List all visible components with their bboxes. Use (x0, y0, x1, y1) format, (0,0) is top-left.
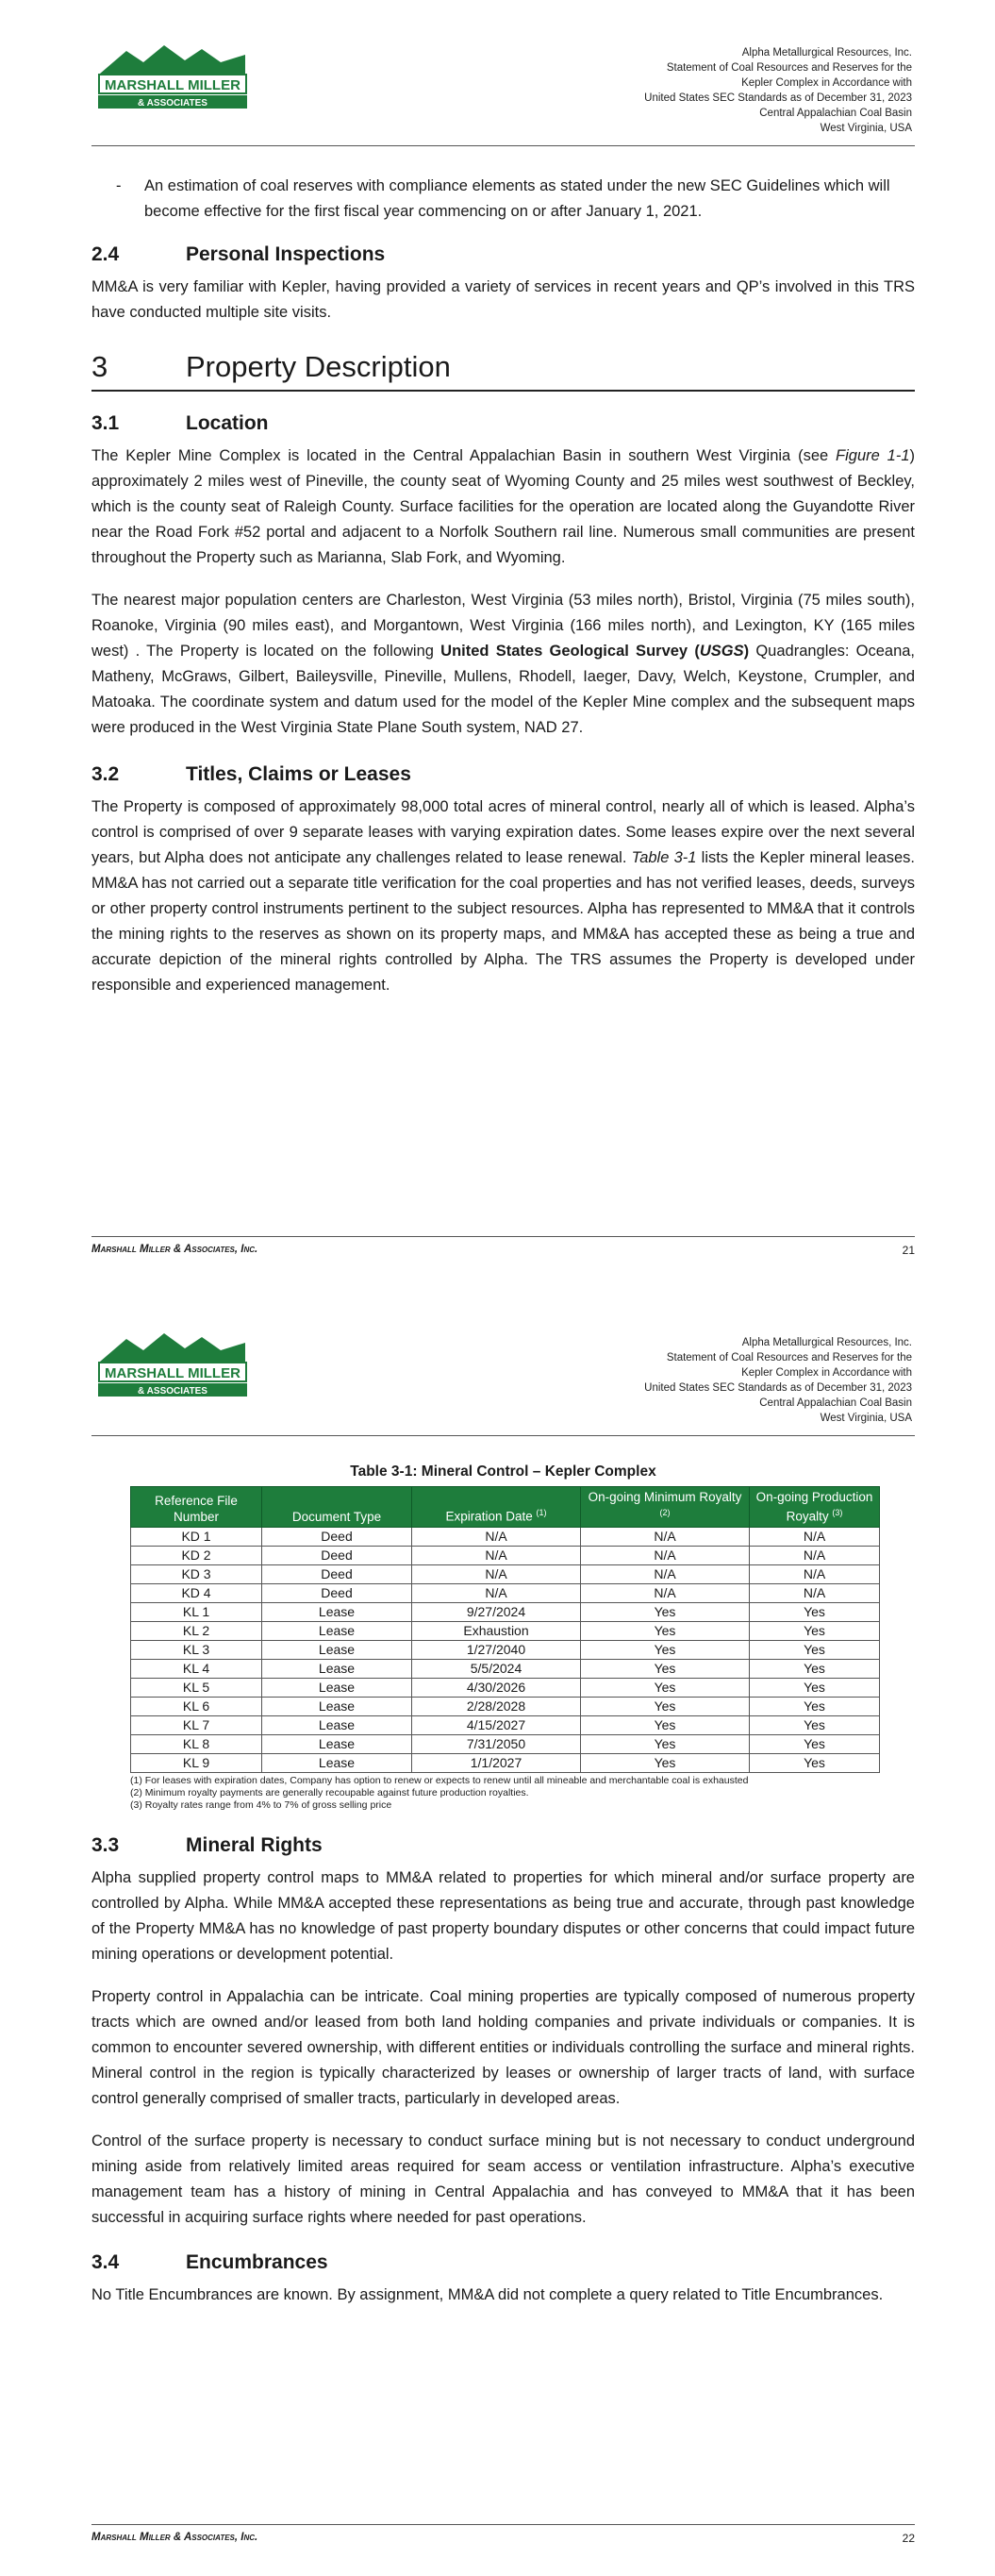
page2-body (91, 1464, 915, 2308)
page-number: 21 (902, 1244, 915, 1257)
table-cell: 1/1/2027 (412, 1753, 581, 1772)
header-divider (91, 145, 915, 146)
header-line: Kepler Complex in Accordance with (741, 1367, 912, 1379)
header-line: Central Appalachian Coal Basin (759, 1397, 912, 1409)
section-title: Mineral Rights (186, 1833, 323, 1856)
table-cell: Yes (750, 1715, 880, 1734)
table-cell: KL 2 (131, 1621, 262, 1640)
table-header-row (131, 1487, 880, 1528)
table-cell: Lease (262, 1621, 412, 1640)
table-cell: KL 6 (131, 1697, 262, 1715)
table-cell: Yes (750, 1753, 880, 1772)
table-cell: Lease (262, 1697, 412, 1715)
header-line: United States SEC Standards as of December 31, 2023 (644, 1382, 912, 1394)
table-cell: Lease (262, 1640, 412, 1659)
header-line: Central Appalachian Coal Basin (759, 108, 912, 119)
table-cell: KL 9 (131, 1753, 262, 1772)
table-row (131, 1659, 880, 1678)
chapter-title: Property Description (186, 350, 451, 383)
table-notes (130, 1775, 915, 1812)
table-cell: Yes (750, 1621, 880, 1640)
section-heading-3-2 (91, 761, 915, 788)
table-cell: 7/31/2050 (412, 1734, 581, 1753)
footer-firm: Marshall Miller & Associates, Inc. (91, 1244, 258, 1255)
chapter-number: 3 (91, 350, 108, 383)
header-line: West Virginia, USA (820, 1413, 912, 1424)
table-body (131, 1527, 880, 1772)
header-line: Alpha Metallurgical Resources, Inc. (741, 1337, 912, 1348)
table-cell: KL 5 (131, 1678, 262, 1697)
section-heading-3-1 (91, 410, 915, 437)
table-cell: Lease (262, 1602, 412, 1621)
table-cell: KL 4 (131, 1659, 262, 1678)
page-header (644, 1335, 912, 1426)
table-cell: Yes (750, 1678, 880, 1697)
table-row (131, 1602, 880, 1621)
chapter-heading-3 (91, 348, 915, 392)
table-cell: KD 3 (131, 1564, 262, 1583)
table-cell: 9/27/2024 (412, 1602, 581, 1621)
table-row (131, 1678, 880, 1697)
table-cell: Yes (581, 1715, 750, 1734)
header-divider (91, 1435, 915, 1436)
section-title: Location (186, 412, 269, 434)
table-cell: N/A (581, 1546, 750, 1564)
table-cell: Deed (262, 1527, 412, 1546)
header-line: Kepler Complex in Accordance with (741, 77, 912, 89)
section-heading-2-4 (91, 242, 915, 268)
table-title: Table 3-1: Mineral Control – Kepler Complex (350, 1464, 656, 1480)
paragraph: Control of the surface property is necessary to conduct surface mining but is not necessary to conduct underground mining aside from relatively limited areas required for seam access or ventilation infrastructure. Alpha’s executive management team has a history of mining in Central Appalachia and has conveyed to MM&A that it has been successful in acquiring surface rights where needed for past operations. (91, 2132, 915, 2226)
header-line: West Virginia, USA (820, 123, 912, 134)
table-cell: N/A (412, 1527, 581, 1546)
table-cell: Yes (750, 1734, 880, 1753)
paragraph: The Property is composed of approximately 98,000 total acres of mineral control, nearly all of which is leased. Alpha’s control is comprised of over 9 separate leases with varying expiration dates. Some leases expire over the next several years, but Alpha does not anticipate any challenges related to lease renewal. Table 3-1 lists the Kepler mineral leases. MM&A has not carried out a separate title verification for the coal properties and has not verified leases, deeds, surveys or other property control instruments pertinent to the subject resources. Alpha has represented to MM&A that it controls the mining rights to the reserves as shown on its property maps, and MM&A has accepted these as being a true and accurate depiction of the mineral rights controlled by Alpha. The TRS assumes the Property is developed under responsible and experienced management. (91, 798, 915, 994)
bullet-dash: - (116, 177, 122, 194)
table-cell: Deed (262, 1546, 412, 1564)
table-cell: KD 2 (131, 1546, 262, 1564)
table-cell: Yes (581, 1621, 750, 1640)
table-cell: N/A (581, 1564, 750, 1583)
logo-text-main: MARSHALL MILLER (105, 77, 240, 93)
footer-divider (91, 1236, 915, 1237)
table-cell: Yes (750, 1640, 880, 1659)
table-cell: KL 1 (131, 1602, 262, 1621)
table-cell: N/A (750, 1527, 880, 1546)
column-header: Expiration Date $^{(1)}$ (412, 1487, 581, 1528)
table-cell: 1/27/2040 (412, 1640, 581, 1659)
column-header: Document Type (262, 1487, 412, 1528)
table-cell: N/A (412, 1546, 581, 1564)
section-number: 3.4 (91, 2250, 120, 2273)
table-note: (3) Royalty rates range from 4% to 7% of gross selling price (130, 1798, 392, 1811)
paragraph: MM&A is very familiar with Kepler, having provided a variety of services in recent years and QP’s involved in this TRS have conducted multiple site visits. (91, 278, 915, 321)
table-cell: Lease (262, 1753, 412, 1772)
footer-divider (91, 2524, 915, 2525)
table-cell: Yes (581, 1640, 750, 1659)
table-row (131, 1621, 880, 1640)
table-cell: Exhaustion (412, 1621, 581, 1640)
table-note: (2) Minimum royalty payments are generally recoupable against future production royalties. (130, 1786, 529, 1798)
page1-body (91, 174, 915, 998)
table-cell: KD 4 (131, 1583, 262, 1602)
column-header: Reference File Number (131, 1487, 262, 1528)
table-cell: Yes (581, 1678, 750, 1697)
table-cell: N/A (412, 1583, 581, 1602)
table-row (131, 1697, 880, 1715)
table-cell: N/A (581, 1583, 750, 1602)
table-cell: Yes (581, 1602, 750, 1621)
paragraph: No Title Encumbrances are known. By assignment, MM&A did not complete a query related to Title Encumbrances. (91, 2285, 884, 2303)
table-cell: KL 7 (131, 1715, 262, 1734)
table-cell: Lease (262, 1715, 412, 1734)
page-header (644, 45, 912, 136)
header-line: Alpha Metallurgical Resources, Inc. (741, 47, 912, 59)
table-cell: N/A (750, 1583, 880, 1602)
logo-text-sub: & ASSOCIATES (138, 98, 207, 109)
column-header: On-going Minimum Royalty $^{(2)}$ (581, 1487, 750, 1528)
table-row (131, 1527, 880, 1546)
section-title: Encumbrances (186, 2250, 328, 2273)
page-22 (0, 1288, 995, 2576)
header-line: United States SEC Standards as of December 31, 2023 (644, 92, 912, 104)
footer-firm: Marshall Miller & Associates, Inc. (91, 2532, 258, 2543)
section-number: 3.2 (91, 763, 120, 785)
table-cell: Deed (262, 1583, 412, 1602)
table-cell: Yes (581, 1753, 750, 1772)
table-reference: Table 3-1 (631, 849, 697, 866)
table-row (131, 1583, 880, 1602)
bullet-text: An estimation of coal reserves with compliance elements as stated under the new SEC Guidelines which will become effective for the first fiscal year commencing on or after January 1, 2021. (144, 177, 890, 220)
logo-text-sub: & ASSOCIATES (138, 1386, 207, 1397)
table-cell: 4/30/2026 (412, 1678, 581, 1697)
section-number: 3.1 (91, 412, 120, 434)
table-cell: KL 8 (131, 1734, 262, 1753)
logo-text-main: MARSHALL MILLER (105, 1365, 240, 1381)
column-header: On-going Production Royalty $^{(3)}$ (750, 1487, 880, 1528)
paragraph: The nearest major population centers are Charleston, West Virginia (53 miles north), Bristol, Virginia (75 miles south), Roanoke, Virginia (90 miles east), and Morgantown, West Virginia (166 miles north), and Lexington, KY (165 miles west) . The Property is located on the following United States Geological Survey (USGS) Quadrangles: Oceana, Matheny, McGraws, Gilbert, Baileysville, Pineville, Mullens, Rhodell, Iaeger, Davy, Welch, Keystone, Crumpler, and Matoaka. The coordinate system and datum used for the model of the Kepler Mine complex and the subsequent maps were produced in the West Virginia State Plane South system, NAD 27. (91, 592, 916, 736)
table-row (131, 1753, 880, 1772)
bullet-item (91, 174, 915, 225)
table-cell: Yes (581, 1734, 750, 1753)
table-cell: N/A (412, 1564, 581, 1583)
table-cell: Yes (750, 1659, 880, 1678)
table-row (131, 1734, 880, 1753)
section-number: 2.4 (91, 243, 120, 265)
table-cell: Yes (581, 1659, 750, 1678)
paragraph: Property control in Appalachia can be intricate. Coal mining properties are typically composed of numerous property tracts which are owned and/or leased from both land holding companies and private individuals or companies. It is common to encounter severed ownership, with different entities or individuals controlling the surface and mineral rights. Mineral control in the region is typically characterized by leases or ownership of larger tracts of land, with surface control generally comprised of smaller tracts, particularly in developed areas. (91, 1987, 915, 2107)
section-heading-3-3 (91, 1832, 915, 1859)
figure-reference: Figure 1-1 (836, 447, 910, 464)
table-row (131, 1640, 880, 1659)
page-number: 22 (902, 2532, 915, 2545)
table-cell: KL 3 (131, 1640, 262, 1659)
table-cell: KD 1 (131, 1527, 262, 1546)
marshall-miller-logo (98, 42, 247, 111)
table-row (131, 1715, 880, 1734)
table-cell: N/A (750, 1564, 880, 1583)
section-title: Personal Inspections (186, 243, 386, 265)
table-cell: Yes (581, 1697, 750, 1715)
header-line: Statement of Coal Resources and Reserves for the (666, 1352, 912, 1363)
header-line: Statement of Coal Resources and Reserves for the (666, 62, 912, 74)
table-cell: Deed (262, 1564, 412, 1583)
table-cell: N/A (750, 1546, 880, 1564)
table-cell: Yes (750, 1697, 880, 1715)
section-number: 3.3 (91, 1833, 120, 1856)
table-cell: 2/28/2028 (412, 1697, 581, 1715)
paragraph: The Kepler Mine Complex is located in the Central Appalachian Basin in southern West Virginia (see Figure 1-1) approximately 2 miles west of Pineville, the county seat of Wyoming County and 25 miles west southwest of Beckley, which is the county seat of Raleigh County. Surface facilities for the operation are located along the Guyandotte River near the Road Fork #52 portal and adjacent to a Norfolk Southern rail line. Numerous small communities are present throughout the Property such as Marianna, Slab Fork, and Wyoming. (91, 447, 915, 566)
table-cell: 5/5/2024 (412, 1659, 581, 1678)
table-cell: Lease (262, 1734, 412, 1753)
section-title: Titles, Claims or Leases (186, 763, 411, 785)
section-heading-3-4 (91, 2250, 915, 2276)
table-row (131, 1564, 880, 1583)
table-cell: N/A (581, 1527, 750, 1546)
mineral-control-table (130, 1486, 880, 1773)
table-cell: Lease (262, 1659, 412, 1678)
table-row (131, 1546, 880, 1564)
table-cell: Lease (262, 1678, 412, 1697)
table-cell: 4/15/2027 (412, 1715, 581, 1734)
table-cell: Yes (750, 1602, 880, 1621)
table-note: (1) For leases with expiration dates, Company has option to renew or expects to renew until all mineable and merchantable coal is exhausted (130, 1774, 749, 1786)
marshall-miller-logo (98, 1330, 247, 1399)
paragraph: Alpha supplied property control maps to MM&A related to properties for which mineral and/or surface property are controlled by Alpha. While MM&A accepted these representations as being true and accurate, through past knowledge of the Property MM&A has no knowledge of past property boundary disputes or other concerns that could impact future mining operations or development potential. (91, 1868, 915, 1963)
